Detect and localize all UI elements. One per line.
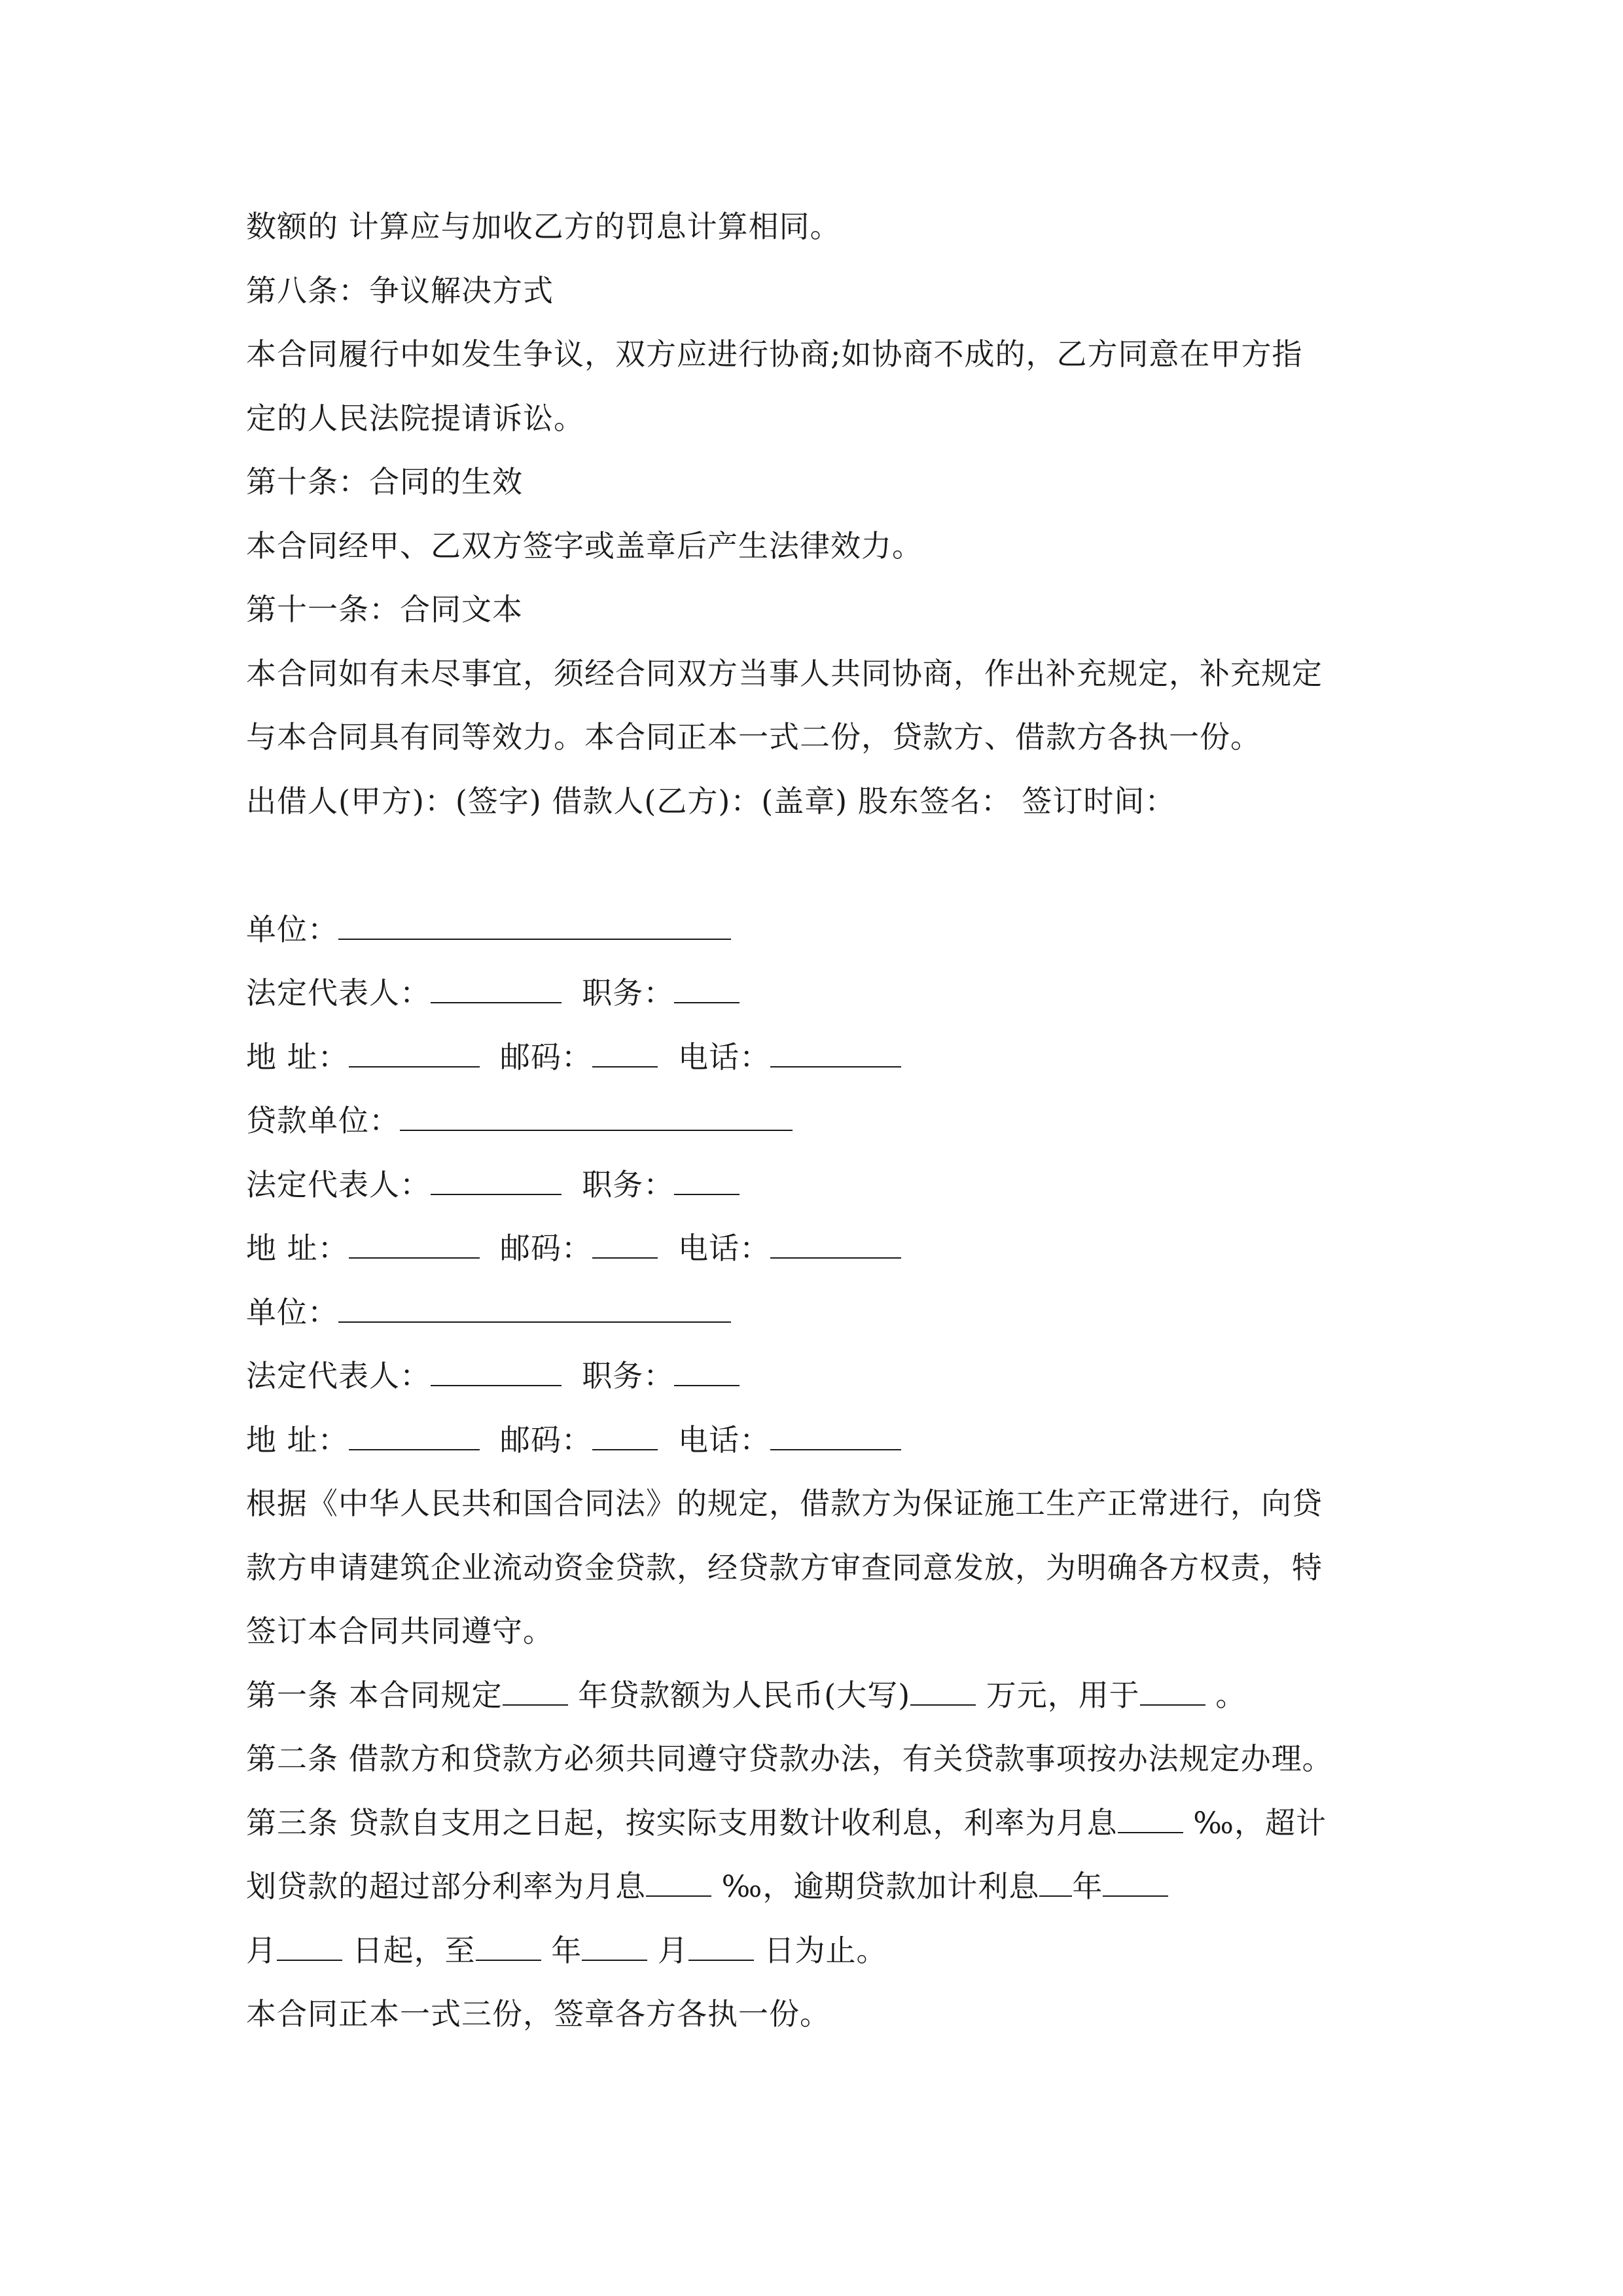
article-3-text: 月	[246, 1933, 277, 1968]
rep-label: 法定代表人：	[246, 1167, 431, 1202]
article-3-text: ‰，超计	[1183, 1805, 1327, 1840]
address-blank[interactable]	[349, 1037, 480, 1067]
article-1-text: 。	[1205, 1677, 1247, 1713]
preamble-line: 根据《中华人民共和国合同法》的规定，借款方为保证施工生产正常进行，向贷	[246, 1486, 1323, 1521]
phone-label: 电话：	[678, 1230, 771, 1266]
article-1-text: 年贷款额为人民币(大写)	[567, 1677, 911, 1713]
phone-blank[interactable]	[770, 1229, 901, 1259]
address-blank[interactable]	[349, 1420, 480, 1450]
article-3-text: 划贷款的超过部分利率为月息	[246, 1869, 646, 1904]
signature-line: 出借人(甲方)：(签字) 借款人(乙方)：(盖章) 股东签名： 签订时间：	[246, 783, 1176, 819]
unit-field-row	[246, 910, 731, 949]
title-label: 职务：	[582, 1167, 675, 1202]
text-line: 与本合同具有同等效力。本合同正本一式二份，贷款方、借款方各执一份。	[246, 719, 1261, 755]
address-blank[interactable]	[349, 1229, 480, 1259]
article-3-text: ‰，逾期贷款加计利息	[711, 1869, 1040, 1904]
title-label: 职务：	[582, 975, 675, 1011]
zip-blank[interactable]	[592, 1420, 658, 1450]
rep-blank[interactable]	[431, 1356, 562, 1386]
phone-label: 电话：	[678, 1039, 771, 1075]
title-label: 职务：	[582, 1358, 675, 1393]
lender-unit-label: 贷款单位：	[246, 1103, 400, 1138]
address-label: 地 址：	[246, 1230, 349, 1266]
over-plan-rate-blank[interactable]	[646, 1867, 711, 1897]
text-line: 本合同履行中如发生争议，双方应进行协商;如协商不成的，乙方同意在甲方指	[246, 336, 1303, 372]
end-year-blank[interactable]	[476, 1931, 541, 1961]
text-line: 本合同经甲、乙双方签字或盖章后产生法律效力。	[246, 528, 923, 564]
unit-blank[interactable]	[338, 1293, 731, 1323]
start-month-blank[interactable]	[1103, 1867, 1168, 1897]
phone-blank[interactable]	[770, 1037, 901, 1067]
article-3-line-2	[246, 1867, 1168, 1906]
article-8-heading: 第八条：争议解决方式	[246, 273, 554, 308]
closing-line: 本合同正本一式三份，签章各方各执一份。	[246, 1996, 830, 2032]
rep-field-row	[246, 973, 740, 1013]
zip-label: 邮码：	[499, 1422, 592, 1458]
zip-label: 邮码：	[499, 1039, 592, 1075]
zip-blank[interactable]	[592, 1037, 658, 1067]
article-3-text: 第三条 贷款自支用之日起，按实际支用数计收利息，利率为月息	[246, 1805, 1118, 1840]
address-label: 地 址：	[246, 1039, 349, 1075]
address-field-row	[246, 1229, 901, 1268]
start-day-blank[interactable]	[277, 1931, 342, 1961]
end-day-blank[interactable]	[688, 1931, 754, 1961]
article-10-heading: 第十条：合同的生效	[246, 464, 523, 499]
rep-field-row	[246, 1356, 740, 1395]
overdue-blank[interactable]	[1039, 1867, 1072, 1897]
phone-label: 电话：	[678, 1422, 771, 1458]
title-blank[interactable]	[674, 973, 740, 1003]
purpose-blank[interactable]	[1140, 1676, 1205, 1706]
article-1-text: 第一条 本合同规定	[246, 1677, 503, 1713]
end-month-blank[interactable]	[582, 1931, 647, 1961]
zip-blank[interactable]	[592, 1229, 658, 1259]
article-3-text: 日为止。	[753, 1933, 887, 1968]
title-blank[interactable]	[674, 1356, 740, 1386]
preamble-line: 签订本合同共同遵守。	[246, 1613, 554, 1649]
article-3-text: 日起，至	[342, 1933, 476, 1968]
rep-label: 法定代表人：	[246, 975, 431, 1011]
text-line: 本合同如有未尽事宜，须经合同双方当事人共同协商，作出补充规定，补充规定	[246, 656, 1323, 691]
article-2: 第二条 借款方和贷款方必须共同遵守贷款办法，有关贷款事项按办法规定办理。	[246, 1741, 1333, 1776]
rep-field-row	[246, 1165, 740, 1204]
rep-label: 法定代表人：	[246, 1358, 431, 1393]
rep-blank[interactable]	[431, 1165, 562, 1195]
unit-field-row	[246, 1293, 731, 1332]
address-label: 地 址：	[246, 1422, 349, 1458]
text-line: 定的人民法院提请诉讼。	[246, 401, 584, 436]
unit-label: 单位：	[246, 912, 338, 947]
article-3-line-1	[246, 1803, 1327, 1842]
address-field-row	[246, 1037, 901, 1077]
article-3-text: 年	[1072, 1869, 1103, 1904]
article-1	[246, 1676, 1246, 1715]
address-field-row	[246, 1420, 901, 1460]
rep-blank[interactable]	[431, 973, 562, 1003]
preamble-line: 款方申请建筑企业流动资金贷款，经贷款方审查同意发放，为明确各方权责，特	[246, 1550, 1323, 1585]
phone-blank[interactable]	[770, 1420, 901, 1450]
unit-label: 单位：	[246, 1295, 338, 1330]
zip-label: 邮码：	[499, 1230, 592, 1266]
article-3-text: 月	[647, 1933, 688, 1968]
article-3-text: 年	[541, 1933, 582, 1968]
unit-blank[interactable]	[338, 910, 731, 940]
year-blank[interactable]	[503, 1676, 568, 1706]
lender-unit-field-row	[246, 1101, 793, 1140]
title-blank[interactable]	[674, 1165, 740, 1195]
amount-blank[interactable]	[910, 1676, 976, 1706]
article-3-line-3	[246, 1931, 887, 1970]
text-line: 数额的 计算应与加收乙方的罚息计算相同。	[246, 209, 841, 244]
lender-unit-blank[interactable]	[400, 1101, 793, 1131]
article-1-text: 万元，用于	[976, 1677, 1140, 1713]
article-11-heading: 第十一条：合同文本	[246, 592, 523, 627]
interest-rate-blank[interactable]	[1118, 1803, 1183, 1833]
